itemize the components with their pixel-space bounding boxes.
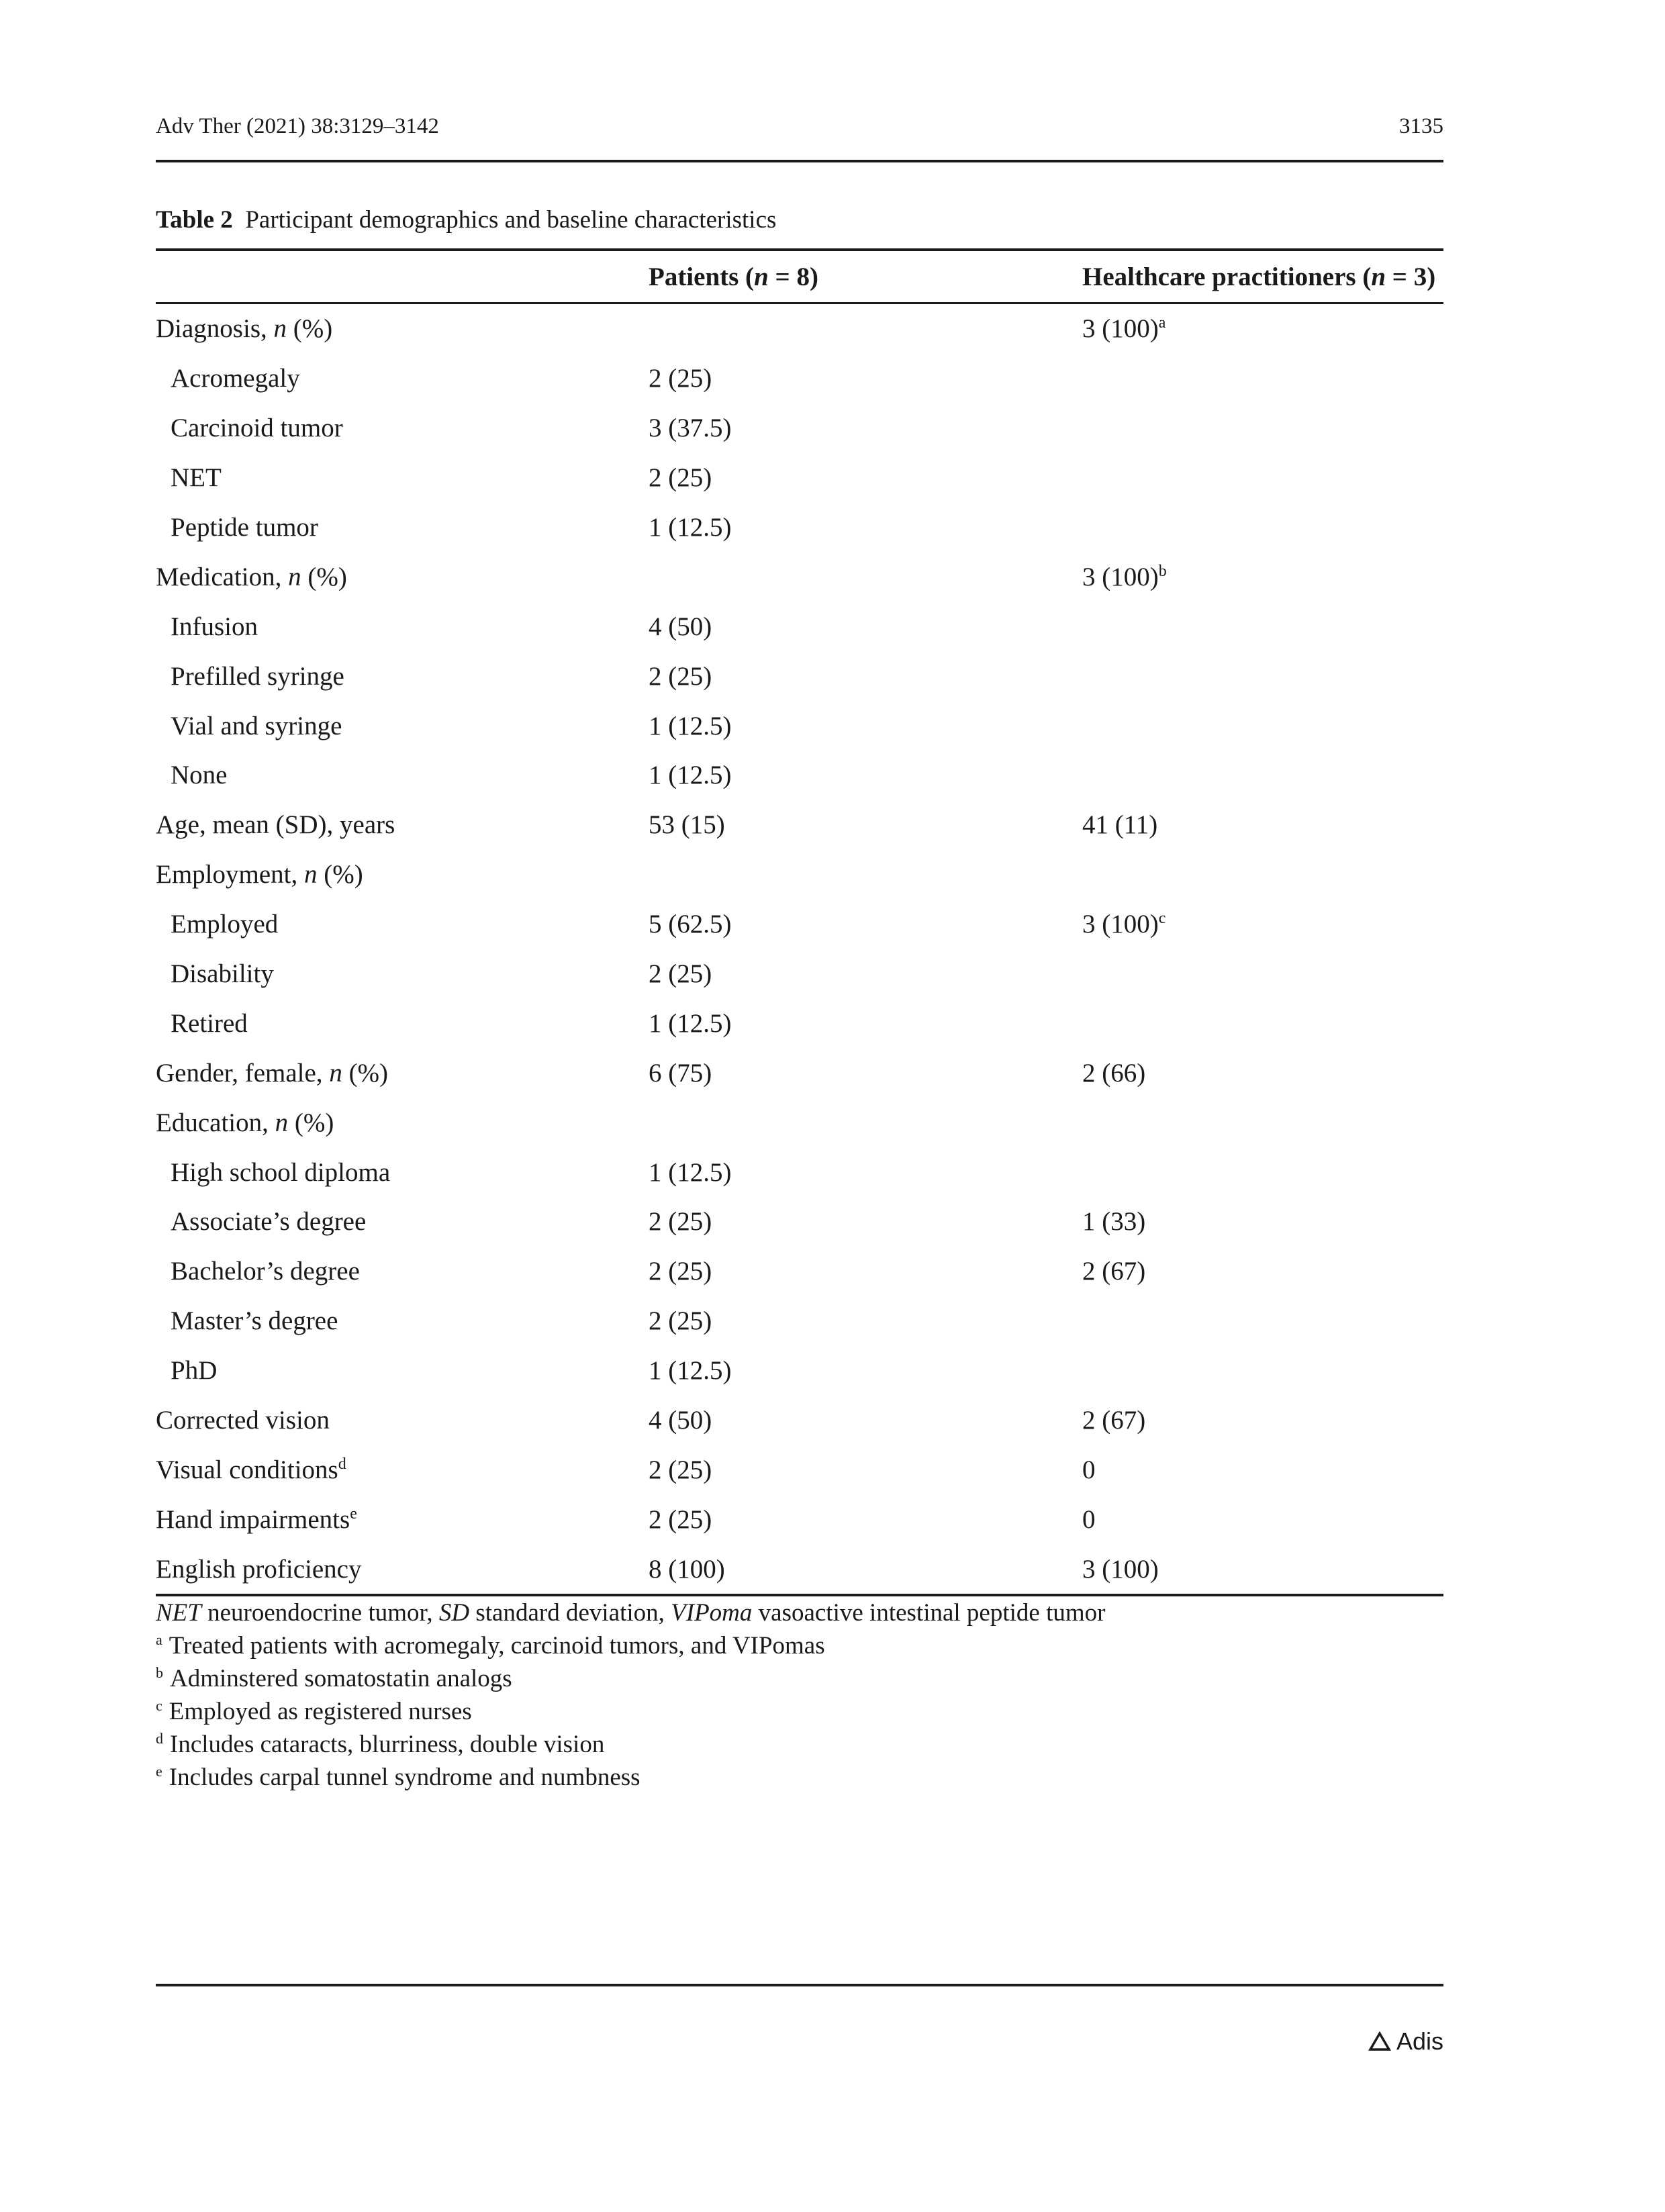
patients-value (649, 303, 1082, 354)
patients-value: 1 (12.5) (649, 1157, 732, 1187)
table-row (156, 1494, 1443, 1544)
page-number: 3135 (1399, 114, 1443, 138)
table-row (156, 1445, 1443, 1494)
row-label: Gender, female, n (%) (156, 1058, 389, 1088)
hcp-value: 0 (1082, 1455, 1096, 1484)
patients-value: 2 (25) (649, 364, 712, 393)
patients-value: 1 (12.5) (649, 1008, 732, 1038)
row-label: Employment, n (%) (156, 860, 363, 889)
hcp-value (1082, 850, 1443, 900)
hcp-value (1082, 651, 1443, 701)
publisher-logo (1368, 2027, 1443, 2056)
footnote: $^e$ Includes carpal tunnel syndrome and numbness (156, 1762, 640, 1791)
hcp-value: 3 (100) (1082, 1554, 1159, 1584)
footnote: $^d$ Includes cataracts, blurriness, double vision (156, 1729, 605, 1758)
table-row (156, 1247, 1443, 1296)
journal-citation: Adv Ther (2021) 38:3129–3142 (156, 114, 439, 138)
row-label: Peptide tumor (171, 513, 318, 542)
table-row (156, 998, 1443, 1048)
table-row (156, 503, 1443, 552)
row-label: Hand impairments$^e$ (156, 1504, 357, 1534)
hcp-value (1082, 453, 1443, 503)
hcp-value (1082, 1346, 1443, 1396)
patients-value: 1 (12.5) (649, 711, 732, 740)
row-label: Vial and syringe (171, 711, 342, 740)
patients-value: 2 (25) (649, 463, 712, 493)
running-header (156, 114, 1443, 139)
table-row (156, 1346, 1443, 1396)
table-row (156, 1197, 1443, 1247)
table-row (156, 1396, 1443, 1445)
table-row (156, 1098, 1443, 1147)
row-label: None (171, 761, 228, 790)
hcp-value: 2 (66) (1082, 1058, 1146, 1088)
row-label: NET (171, 463, 222, 493)
header-patients: Patients (n = 8) (649, 250, 1082, 303)
table-caption (156, 205, 776, 234)
hcp-value (1082, 354, 1443, 403)
hcp-value: 3 $(100)^b$ (1082, 562, 1167, 591)
table-row (156, 1147, 1443, 1197)
table-title: Participant demographics and baseline characteristics (245, 206, 777, 234)
table-row (156, 900, 1443, 949)
row-label: High school diploma (171, 1157, 391, 1187)
table-row (156, 1544, 1443, 1595)
footnote: $^c$ Employed as registered nurses (156, 1696, 472, 1725)
table-row (156, 701, 1443, 751)
hcp-value: 0 (1082, 1504, 1096, 1534)
table-row (156, 651, 1443, 701)
hcp-value (1082, 1098, 1443, 1147)
patients-value: 1 (12.5) (649, 1356, 732, 1386)
patients-value: 1 (12.5) (649, 513, 732, 542)
abbreviations: NET neuroendocrine tumor, SD standard deviation, VIPoma vasoactive intestinal peptide tumor (156, 1599, 1106, 1627)
row-label: Master’s degree (171, 1306, 338, 1336)
hcp-value: 41 (11) (1082, 810, 1158, 840)
patients-value: 2 (25) (649, 1504, 712, 1534)
hcp-value (1082, 403, 1443, 453)
patients-value (649, 552, 1082, 602)
row-label: Corrected vision (156, 1406, 330, 1435)
table-row (156, 552, 1443, 602)
hcp-value: 2 (67) (1082, 1406, 1146, 1435)
row-label: Visual conditions$^d$ (156, 1455, 346, 1484)
hcp-value (1082, 602, 1443, 651)
hcp-value (1082, 701, 1443, 751)
patients-value: 53 (15) (649, 810, 725, 840)
row-label: Disability (171, 959, 274, 989)
hcp-value (1082, 503, 1443, 552)
patients-value (649, 1098, 1082, 1147)
table-row (156, 303, 1443, 354)
hcp-value (1082, 1296, 1443, 1346)
row-label: Medication, n (%) (156, 562, 347, 591)
table-row (156, 602, 1443, 651)
patients-value: 2 (25) (649, 661, 712, 691)
patients-value: 2 (25) (649, 959, 712, 989)
hcp-value: 2 (67) (1082, 1257, 1146, 1286)
hcp-value: 1 (33) (1082, 1207, 1146, 1237)
row-label: Education, n (%) (156, 1108, 334, 1137)
triangle-logo-icon (1368, 2031, 1391, 2052)
patients-value: 4 (50) (649, 612, 712, 641)
row-label: PhD (171, 1356, 218, 1386)
table-header-row (156, 250, 1443, 303)
hcp-value: 3 $(100)^a$ (1082, 314, 1166, 344)
row-label: English proficiency (156, 1554, 362, 1584)
footnote: $^a$ Treated patients with acromegaly, carcinoid tumors, and VIPomas (156, 1631, 825, 1660)
patients-value: 2 (25) (649, 1306, 712, 1336)
row-label: Infusion (171, 612, 258, 641)
row-label: Associate’s degree (171, 1207, 367, 1237)
patients-value: 5 (62.5) (649, 910, 732, 939)
patients-value: 6 (75) (649, 1058, 712, 1088)
table-row (156, 1048, 1443, 1098)
row-label: Diagnosis, n (%) (156, 314, 333, 344)
row-label: Prefilled syringe (171, 661, 344, 691)
header-rule (156, 160, 1443, 162)
hcp-value (1082, 751, 1443, 800)
patients-value (649, 850, 1082, 900)
header-hcp: Healthcare practitioners (n = 3) (1082, 250, 1443, 303)
patients-value: 1 (12.5) (649, 761, 732, 790)
table-row (156, 354, 1443, 403)
patients-value: 3 (37.5) (649, 414, 732, 443)
row-label: Age, mean (SD), years (156, 810, 395, 840)
table-row (156, 1296, 1443, 1346)
table-row (156, 850, 1443, 900)
row-label: Employed (171, 910, 279, 939)
table-row (156, 453, 1443, 503)
table-row (156, 751, 1443, 800)
row-label: Bachelor’s degree (171, 1257, 360, 1286)
patients-value: 2 (25) (649, 1455, 712, 1484)
hcp-value (1082, 949, 1443, 999)
table-footnotes (156, 1596, 1443, 1794)
hcp-value (1082, 1147, 1443, 1197)
hcp-value: 3 $(100)^c$ (1082, 910, 1166, 939)
table-row (156, 949, 1443, 999)
footnote: $^b$ Adminstered somatostatin analogs (156, 1664, 512, 1692)
table-label: Table 2 (156, 206, 233, 234)
table-row (156, 800, 1443, 850)
hcp-value (1082, 998, 1443, 1048)
patients-value: 8 (100) (649, 1554, 725, 1584)
patients-value: 2 (25) (649, 1257, 712, 1286)
header-blank (156, 250, 649, 303)
row-label: Carcinoid tumor (171, 414, 343, 443)
patients-value: 2 (25) (649, 1207, 712, 1237)
patients-value: 4 (50) (649, 1406, 712, 1435)
table-row (156, 403, 1443, 453)
publisher-name: Adis (1396, 2027, 1443, 2055)
demographics-table (156, 248, 1443, 1596)
footer-rule (156, 1984, 1443, 1986)
row-label: Retired (171, 1008, 248, 1038)
row-label: Acromegaly (171, 364, 300, 393)
